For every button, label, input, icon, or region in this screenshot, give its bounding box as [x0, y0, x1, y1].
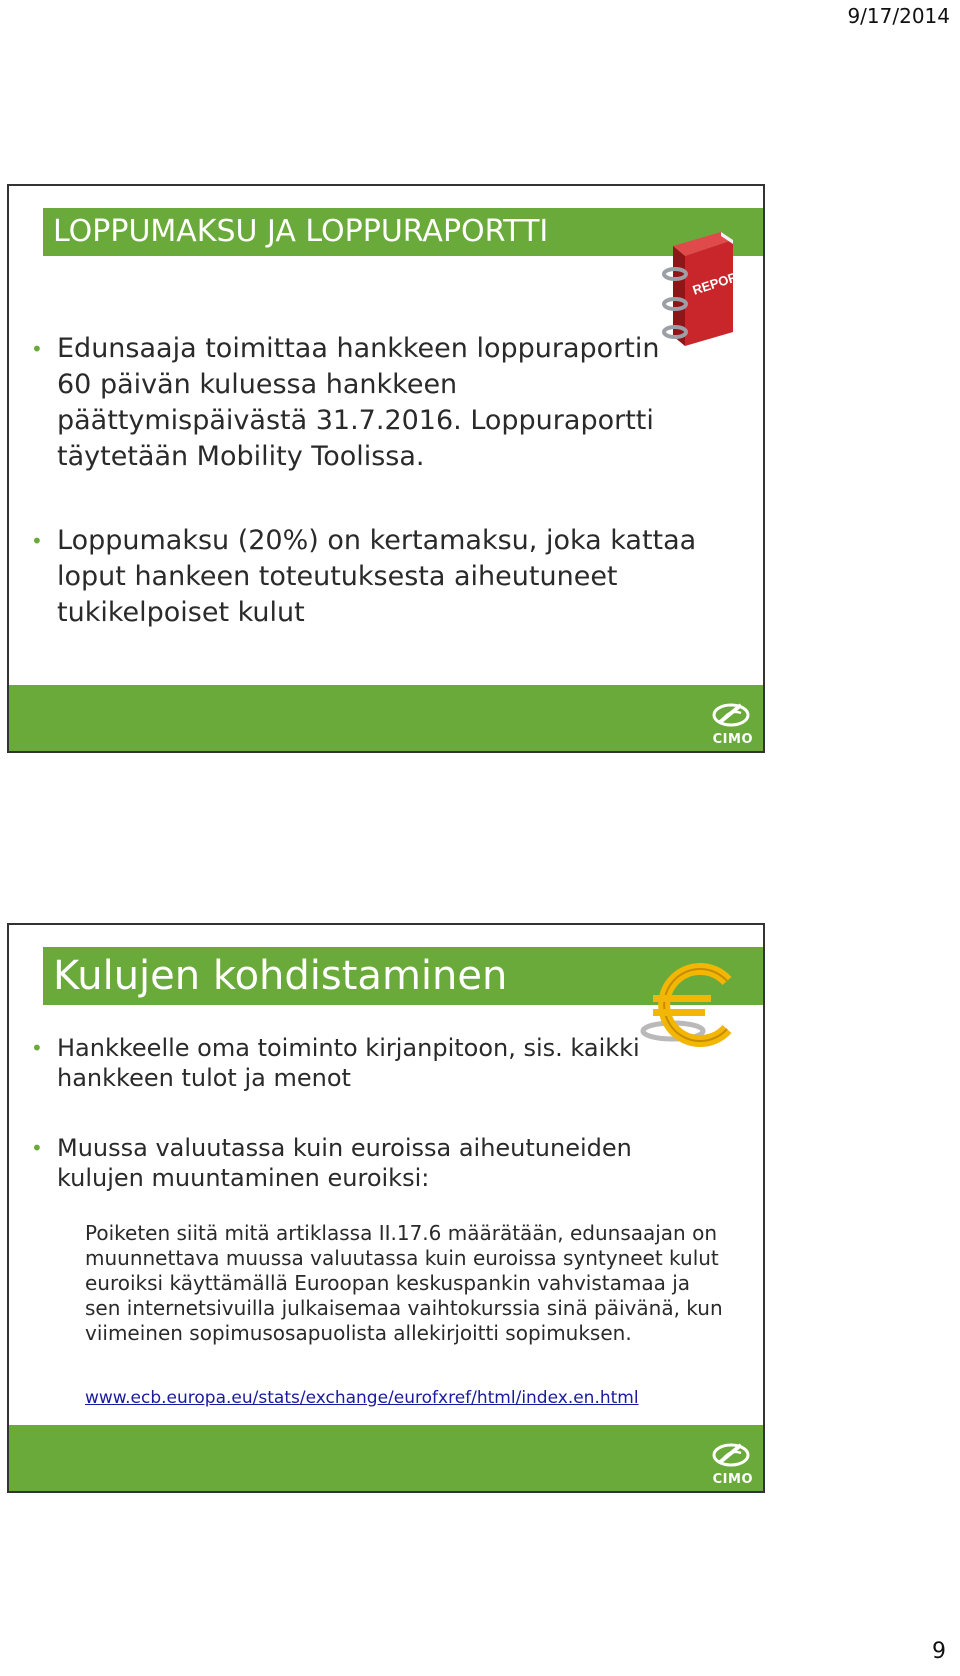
bullet-text: Muussa valuutassa kuin euroissa aiheutuneiden kulujen muuntaminen euroiksi:	[57, 1134, 632, 1192]
bullet-text: Loppumaksu (20%) on kertamaksu, joka kattaa loput hankeen toteutuksesta aiheutuneet tukikelpoiset kulut	[57, 525, 697, 628]
slide-title: LOPPUMAKSU JA LOPPURAPORTTI	[43, 208, 763, 256]
bullet-icon: •	[31, 337, 43, 361]
bullet-icon: •	[31, 1036, 43, 1060]
bullet-item	[21, 331, 701, 475]
bullet-icon: •	[31, 529, 43, 553]
bullet-list	[21, 331, 701, 679]
bullet-icon: •	[31, 1136, 43, 1160]
slide-footer	[9, 1425, 763, 1491]
bullet-list	[21, 1033, 721, 1193]
bullet-item	[21, 1133, 721, 1193]
slide-title: Kulujen kohdistaminen	[43, 947, 763, 1005]
bullet-text: Edunsaaja toimittaa hankkeen loppuraportin 60 päivän kuluessa hankkeen päättymispäivästä 31.7.2016. Loppuraportti täytetään Mobility Toolissa.	[57, 333, 660, 472]
bullet-item	[21, 1033, 721, 1093]
slide-footer	[9, 685, 763, 751]
cimo-logo-text: CIMO	[712, 1472, 753, 1487]
slide-kulujen-kohdistaminen	[7, 923, 765, 1493]
cimo-logo-text: CIMO	[712, 732, 753, 747]
slide-loppumaksu	[7, 184, 765, 753]
ecb-link[interactable]: www.ecb.europa.eu/stats/exchange/eurofxref/html/index.en.html	[85, 1388, 639, 1408]
bullet-item	[21, 523, 701, 631]
report-binder-icon	[659, 228, 747, 348]
page-date: 9/17/2014	[847, 4, 950, 28]
page-number: 9	[932, 1639, 946, 1664]
exchange-rate-note: Poiketen siitä mitä artiklassa II.17.6 määrätään, edunsaajan on muunnettava muussa valuutassa kuin euroissa syntyneet kulut euroiksi käyttämällä Euroopan keskuspankin vahvistamaa ja sen internetsivuilla julkaisemaa vaihtokurssia sinä päivänä, kun viimeinen sopimusosapuolista allekirjoitti sopimuksen.	[85, 1221, 723, 1345]
bullet-text: Hankkeelle oma toiminto kirjanpitoon, sis. kaikki hankkeen tulot ja menot	[57, 1034, 640, 1092]
report-label: REPORT	[690, 266, 747, 298]
